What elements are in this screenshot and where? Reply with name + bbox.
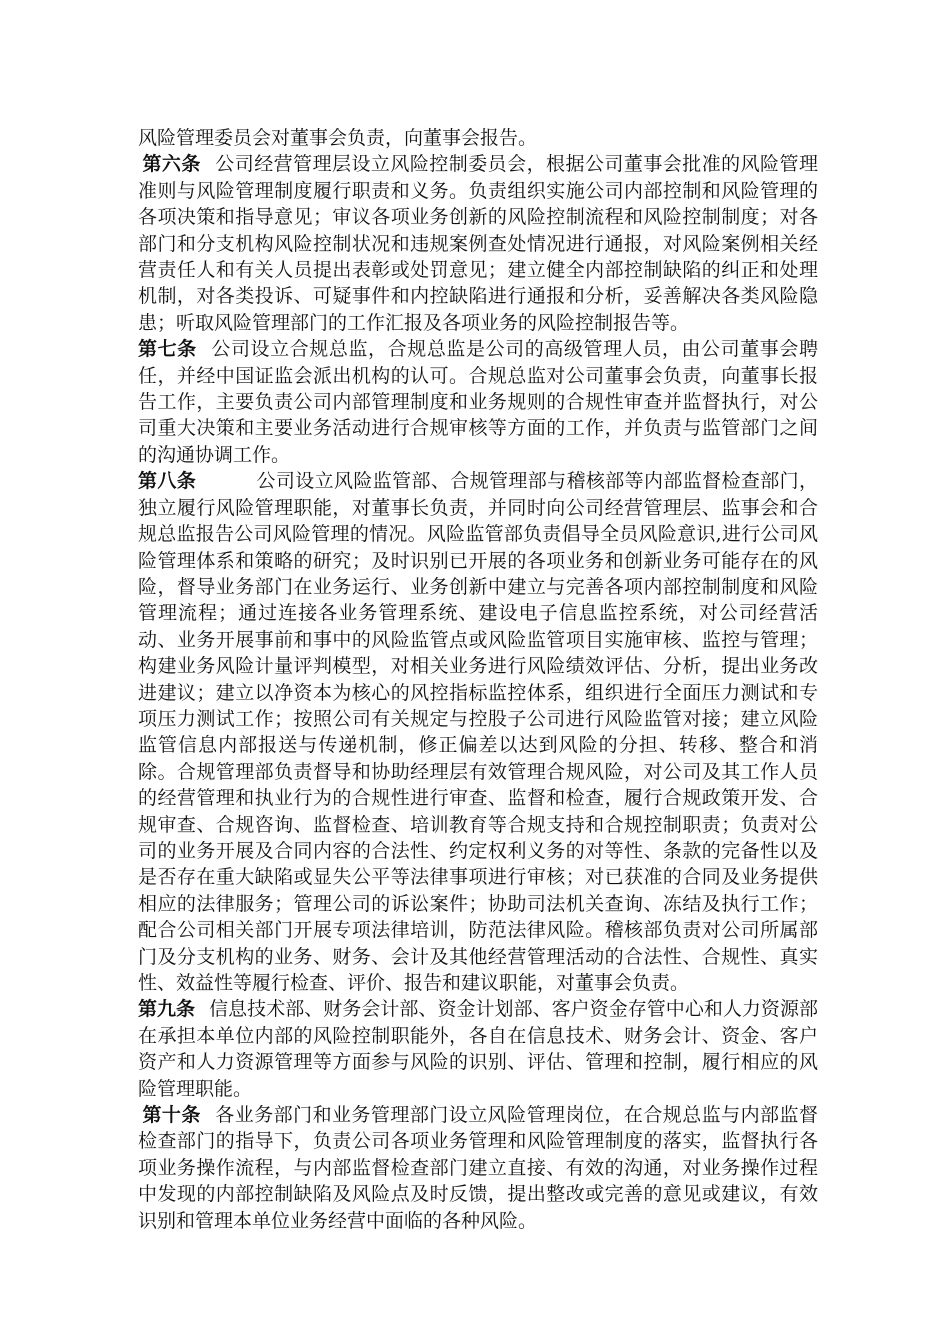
document-body — [138, 125, 818, 1234]
paragraph-continuation — [138, 125, 818, 151]
article-text: 公司经营管理层设立风险控制委员会，根据公司董事会批准的风险管理准则与风险管理制度履行职责和义务。负责组织实施公司内部控制和风险管理的各项决策和指导意见；审议各项业务创新的风险控制流程和风险控制制度；对各部门和分支机构风险控制状况和违规案例查处情况进行通报，对风险案例相关经营责任人和有关人员提出表彰或处罚意见；建立健全内部控制缺陷的纠正和处理机制，对各类投诉、可疑事件和内控缺陷进行通报和分析，妥善解决各类风险隐患；听取风险管理部门的工作汇报及各项业务的风险控制报告等。 — [138, 153, 818, 334]
article-text: 各业务部门和业务管理部门设立风险管理岗位，在合规总监与内部监督检查部门的指导下，负责公司各项业务管理和风险管理制度的落实，监督执行各项业务操作流程，与内部监督检查部门建立直接、有效的沟通，对业务操作过程中发现的内部控制缺陷及风险点及时反馈，提出整改或完善的意见或建议，有效识别和管理本单位业务经营中面临的各种风险。 — [138, 1104, 818, 1232]
paragraph-text: 风险管理委员会对董事会负责，向董事会报告。 — [138, 127, 538, 149]
article-text: 公司设立合规总监，合规总监是公司的高级管理人员，由公司董事会聘任，并经中国证监会派出机构的认可。合规总监对公司董事会负责，向董事长报告工作，主要负责公司内部管理制度和业务规则的合规性审查并监督执行，对公司重大决策和主要业务活动进行合规审核等方面的工作，并负责与监管部门之间的沟通协调工作。 — [138, 338, 818, 466]
article-9 — [138, 996, 818, 1102]
article-heading: 第十条 — [142, 1104, 201, 1127]
article-8 — [138, 468, 818, 996]
article-heading: 第八条 — [138, 470, 197, 493]
article-7 — [138, 336, 818, 468]
article-text: 公司设立风险监管部、合规管理部与稽核部等内部监督检查部门，独立履行风险管理职能，对董事长负责，并同时向公司经营管理层、监事会和合规总监报告公司风险管理的情况。风险监管部负责倡导全员风险意识,进行公司风险管理体系和策略的研究；及时识别已开展的各项业务和创新业务可能存在的风险，督导业务部门在业务运行、业务创新中建立与完善各项内部控制制度和风险管理流程；通过连接各业务管理系统、建设电子信息监控系统，对公司经营活动、业务开展事前和事中的风险监管点或风险监管项目实施审核、监控与管理；构建业务风险计量评判模型，对相关业务进行风险绩效评估、分析，提出业务改进建议；建立以净资本为核心的风控指标监控体系，组织进行全面压力测试和专项压力测试工作；按照公司有关规定与控股子公司进行风险监管对接；建立风险监管信息内部报送与传递机制，修正偏差以达到风险的分担、转移、整合和消除。合规管理部负责督导和协助经理层有效管理合规风险，对公司及其工作人员的经营管理和执业行为的合规性进行审查、监督和检查，履行合规政策开发、合规审查、合规咨询、监督检查、培训教育等合规支持和合规控制职责；负责对公司的业务开展及合同内容的合法性、约定权利义务的对等性、条款的完备性以及是否存在重大缺陷或显失公平等法律事项进行审核；对已获准的合同及业务提供相应的法律服务；管理公司的诉讼案件；协助司法机关查询、冻结及执行工作；配合公司相关部门开展专项法律培训，防范法律风险。稽核部负责对公司所属部门及分支机构的业务、财务、会计及其他经营管理活动的合法性、合规性、真实性、效益性等履行检查、评价、报告和建议职能，对董事会负责。 — [138, 470, 818, 994]
article-6 — [138, 151, 818, 336]
article-text: 信息技术部、财务会计部、资金计划部、客户资金存管中心和人力资源部在承担本单位内部的风险控制职能外，各自在信息技术、财务会计、资金、客户资产和人力资源管理等方面参与风险的识别、评估、管理和控制，履行相应的风险管理职能。 — [138, 998, 818, 1100]
article-heading: 第六条 — [142, 153, 201, 176]
article-heading: 第九条 — [138, 998, 196, 1021]
article-heading: 第七条 — [138, 338, 197, 361]
article-10 — [138, 1102, 818, 1234]
